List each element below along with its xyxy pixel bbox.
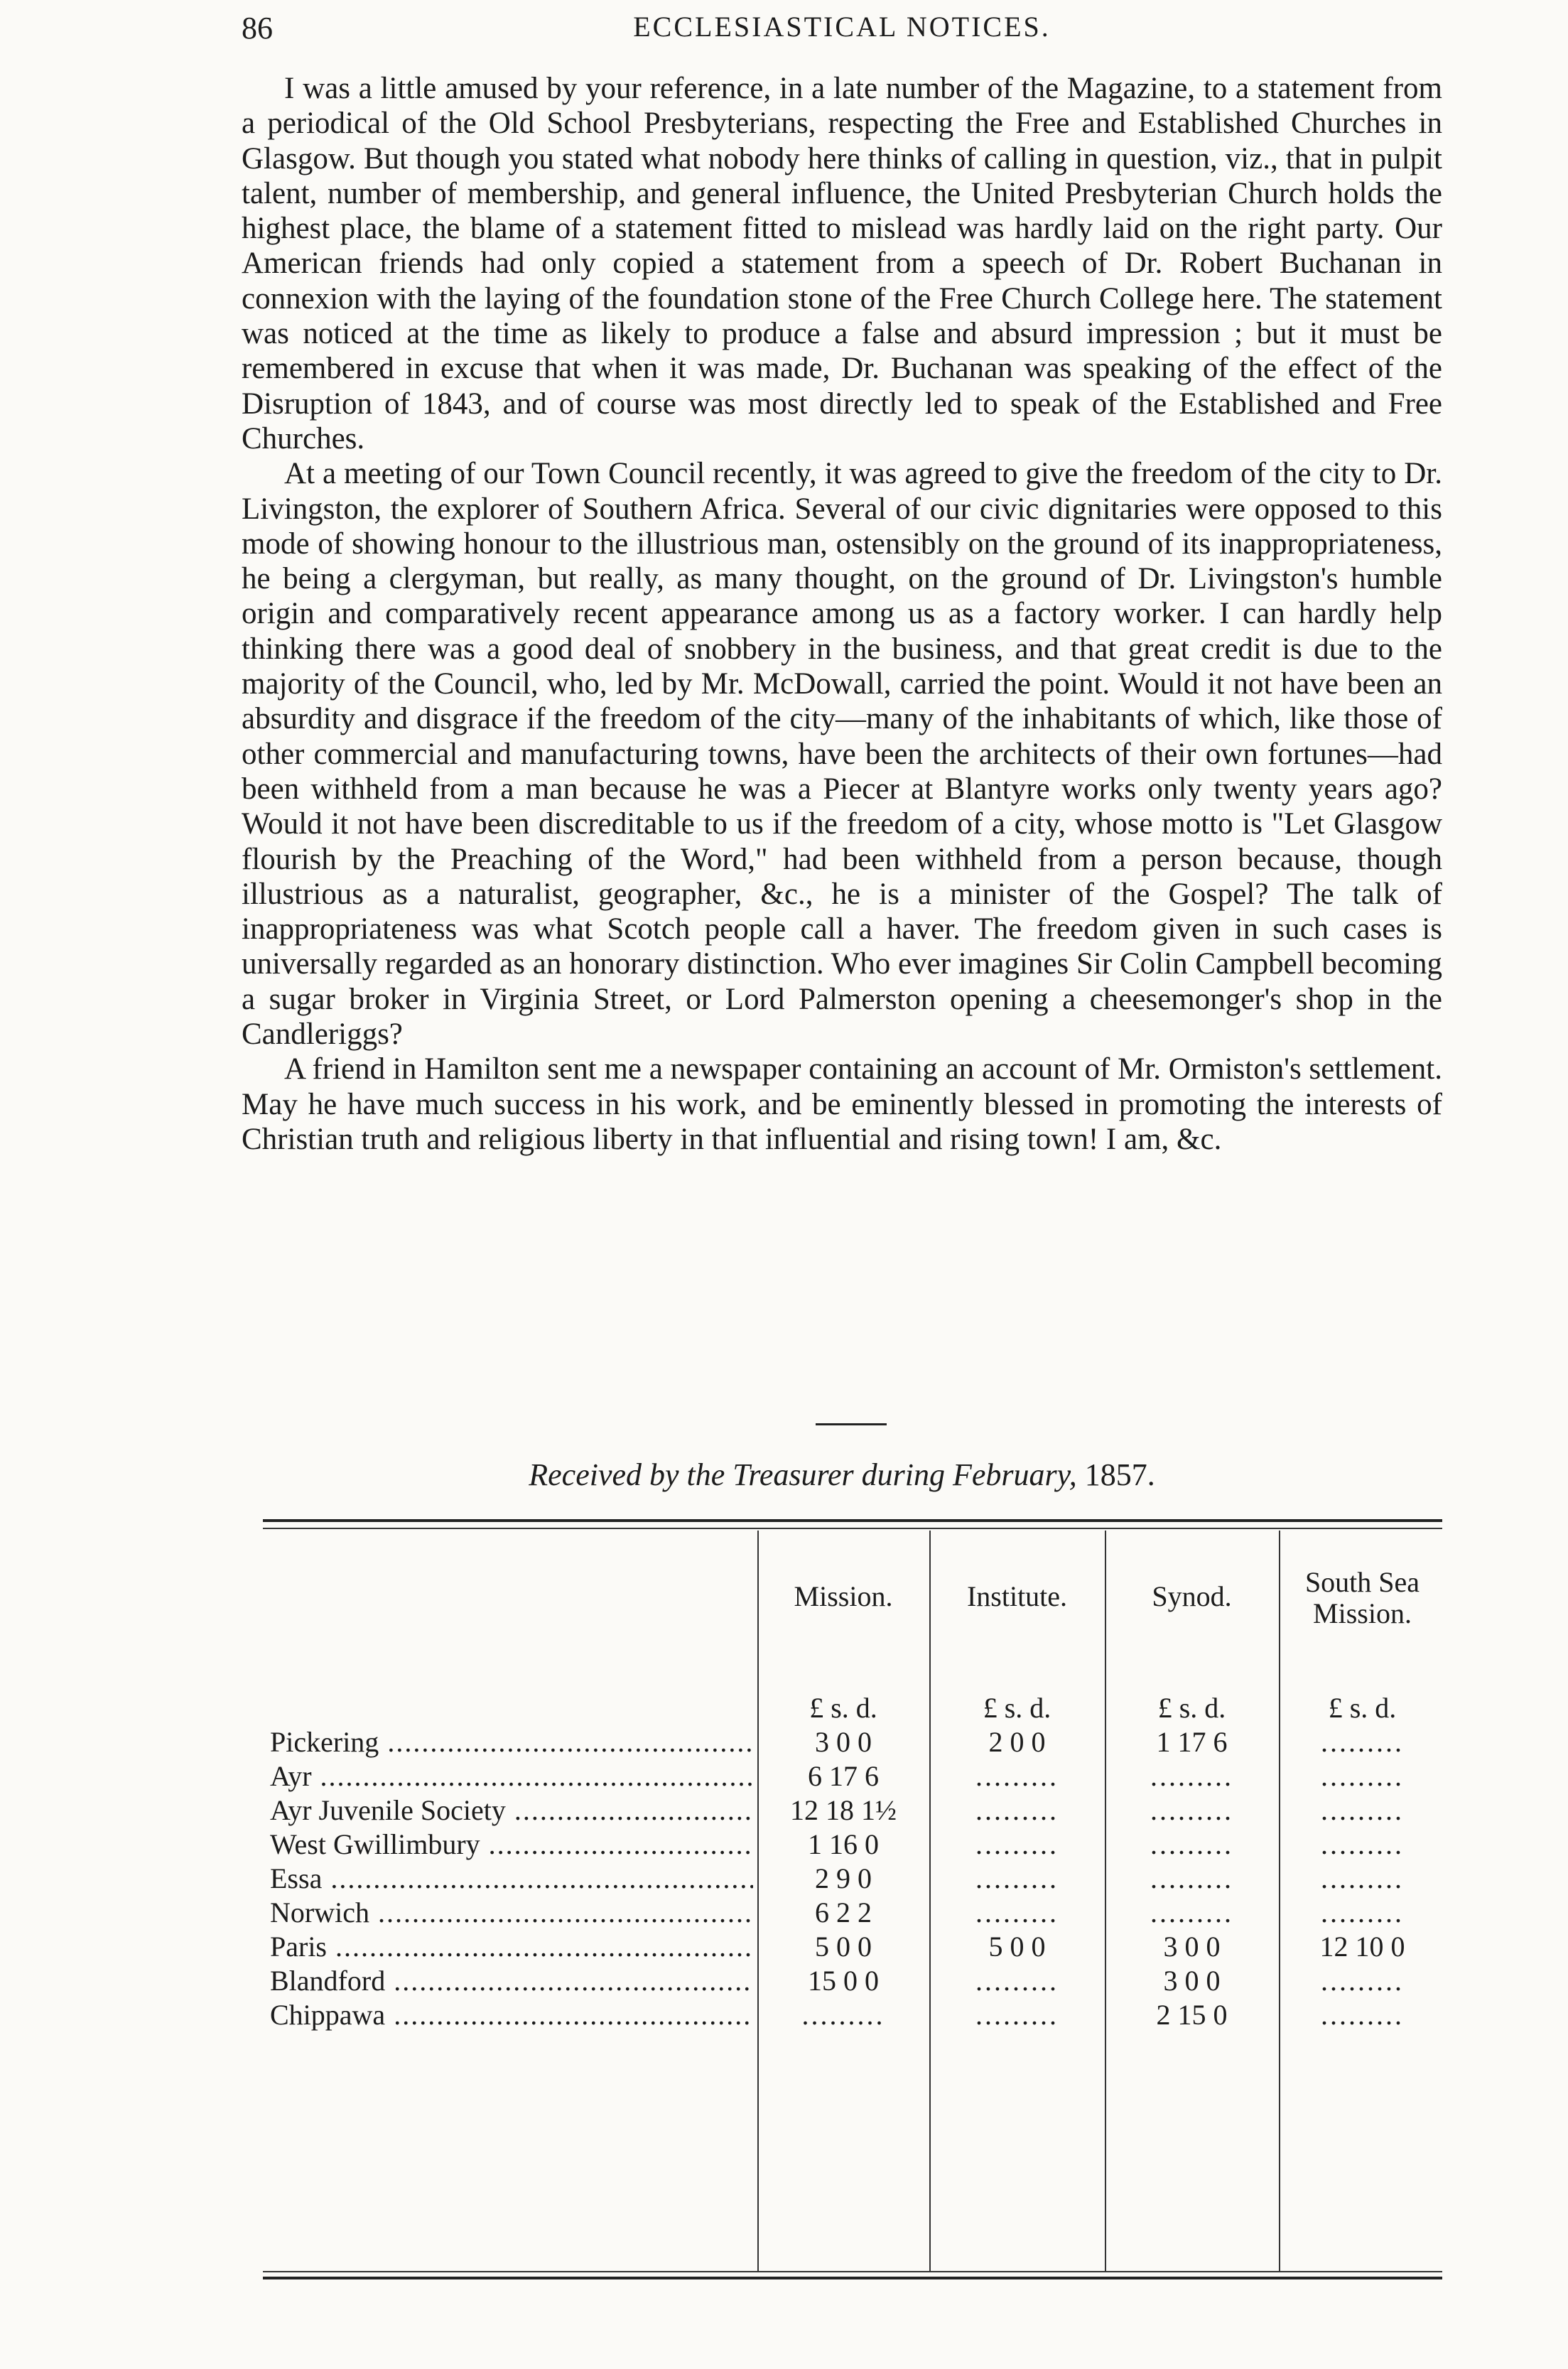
south-sea-value: ......... (1321, 1999, 1404, 2031)
caption-year: 1857. (1084, 1457, 1155, 1492)
synod-value: ......... (1150, 1896, 1233, 1928)
south-sea-value: ......... (1321, 1760, 1404, 1792)
row-label: Essa ..... (270, 1862, 753, 1895)
synod-value: ......... (1150, 1760, 1233, 1792)
institute-value: ......... (975, 1760, 1059, 1792)
mission-value: 12 18 1½ (790, 1794, 897, 1826)
mission-value: 6 2 2 (815, 1896, 872, 1928)
unit-label: £ s. d. (809, 1692, 877, 1724)
synod-value: 1 17 6 (1156, 1726, 1228, 1758)
south-sea-value: ......... (1321, 1862, 1404, 1894)
institute-value: ......... (975, 1965, 1059, 1997)
table-row (263, 1725, 1442, 1759)
paragraph: A friend in Hamilton sent me a newspaper containing an account of Mr. Ormiston's settlement. May he have much success in his work, and be eminently blessed in promoting the interests of Christian truth and religious liberty in that influential and rising town! I am, &c. (242, 1052, 1442, 1156)
row-label: Pickering ..... (270, 1725, 753, 1759)
table-row (263, 1759, 1442, 1793)
row-label: Paris ..... (270, 1930, 753, 1963)
table-caption (242, 1457, 1442, 1493)
table-top-rule-thin (263, 1528, 1442, 1529)
synod-value: 3 0 0 (1163, 1931, 1221, 1963)
institute-value: ......... (975, 1862, 1059, 1894)
page-number: 86 (242, 11, 273, 45)
row-label: Ayr Juvenile Society ..... (270, 1793, 753, 1827)
paragraph: I was a little amused by your reference, in a late number of the Magazine, to a statement from a periodical of the Old School Presbyterians, respecting the Free and Established Churches in Glasgow. But though you stated what nobody here thinks of calling in question, viz., that in pulpit talent, number of membership, and general influence, the United Presbyterian Church holds the highest place, the blame of a statement fitted to mislead was hardly laid on the right party. Our American friends had only copied a statement from a speech of Dr. Robert Buchanan in connexion with the laying of the foundation stone of the Free Church College here. The statement was noticed at the time as likely to produce a false and absurd impression ; but it must be remembered in excuse that when it was made, Dr. Buchanan was speaking of the effect of the Disruption of 1843, and of course was most directly led to speak of the Established and Free Churches. (242, 72, 1442, 455)
table-top-rule (263, 1519, 1442, 1522)
synod-value: 3 0 0 (1163, 1965, 1221, 1997)
row-label: Blandford ..... (270, 1964, 753, 1997)
section-divider (816, 1423, 887, 1425)
table-row (263, 1793, 1442, 1828)
table-bottom-rule-thick (263, 2277, 1442, 2279)
unit-label: £ s. d. (1157, 1692, 1226, 1724)
article-body (242, 71, 1442, 1157)
mission-value: ......... (801, 1999, 885, 2031)
table-row (263, 1862, 1442, 1896)
row-label: West Gwillimbury ..... (270, 1828, 753, 1861)
table-row (263, 1828, 1442, 1862)
synod-value: ......... (1150, 1862, 1233, 1894)
institute-value: 2 0 0 (988, 1726, 1046, 1758)
page-header (242, 10, 1442, 53)
table-row (263, 1896, 1442, 1930)
mission-value: 15 0 0 (808, 1965, 879, 1997)
mission-value: 6 17 6 (808, 1760, 879, 1792)
south-sea-value: ......... (1321, 1965, 1404, 1997)
south-sea-value: ......... (1321, 1828, 1404, 1860)
institute-value: ......... (975, 1999, 1059, 2031)
south-sea-value: ......... (1321, 1794, 1404, 1826)
column-header-mission: Mission. (794, 1580, 893, 1612)
mission-value: 3 0 0 (815, 1726, 872, 1758)
caption-text: Received by the Treasurer during February, (529, 1457, 1077, 1492)
row-label: Norwich ..... (270, 1896, 753, 1929)
column-header-synod: Synod. (1152, 1580, 1232, 1612)
unit-label: £ s. d. (983, 1692, 1051, 1724)
south-sea-value: 12 10 0 (1319, 1931, 1405, 1963)
institute-value: ......... (975, 1794, 1059, 1826)
synod-value: ......... (1150, 1828, 1233, 1860)
running-head: ECCLESIASTICAL NOTICES. (633, 11, 1051, 43)
mission-value: 5 0 0 (815, 1931, 872, 1963)
table-row (263, 1964, 1442, 1998)
column-header-south-sea-mission: South Sea Mission. (1304, 1566, 1420, 1629)
institute-value: ......... (975, 1828, 1059, 1860)
row-label: Chippawa ..... (270, 1998, 753, 2031)
synod-value: 2 15 0 (1156, 1999, 1228, 2031)
row-label: Ayr ..... (270, 1759, 753, 1793)
institute-value: 5 0 0 (988, 1931, 1046, 1963)
south-sea-value: ......... (1321, 1726, 1404, 1758)
table-bottom-rule (263, 2271, 1442, 2272)
south-sea-value: ......... (1321, 1896, 1404, 1928)
institute-value: ......... (975, 1896, 1059, 1928)
mission-value: 2 9 0 (815, 1862, 872, 1894)
mission-value: 1 16 0 (808, 1828, 879, 1860)
table-row (263, 1998, 1442, 2032)
table-row (263, 1930, 1442, 1964)
unit-label: £ s. d. (1328, 1692, 1397, 1724)
synod-value: ......... (1150, 1794, 1233, 1826)
column-header-institute: Institute. (966, 1580, 1068, 1612)
paragraph: At a meeting of our Town Council recently, it was agreed to give the freedom of the city to Dr. Livingston, the explorer of Southern Africa. Several of our civic dignitaries were opposed to this mode of showing honour to the illustrious man, ostensibly on the ground of its inappropriateness, he being a clergyman, but really, as many thought, on the ground of Dr. Livingston's humble origin and comparatively recent appearance among us as a factory worker. I can hardly help thinking there was a good deal of snobbery in the business, and that great credit is due to the majority of the Council, who, led by Mr. McDowall, carried the point. Would it not have been an absurdity and disgrace if the freedom of the city—many of the inhabitants of which, like those of other commercial and manufacturing towns, have been the architects of their own fortunes—had been withheld from a man because he was a Piecer at Blantyre works only twenty years ago? Would it not have been discreditable to us if the freedom of a city, whose motto is "Let Glasgow flourish by the Preaching of the Word," had been withheld from a person because, though illustrious as a naturalist, geographer, &c., he is a minister of the Gospel? The talk of inappropriateness was what Scotch people call a haver. The freedom given in such cases is universally regarded as an honorary distinction. Who ever imagines Sir Colin Campbell becoming a sugar broker in Virginia Street, or Lord Palmerston opening a cheesemonger's shop in the Candleriggs? (242, 457, 1442, 1052)
